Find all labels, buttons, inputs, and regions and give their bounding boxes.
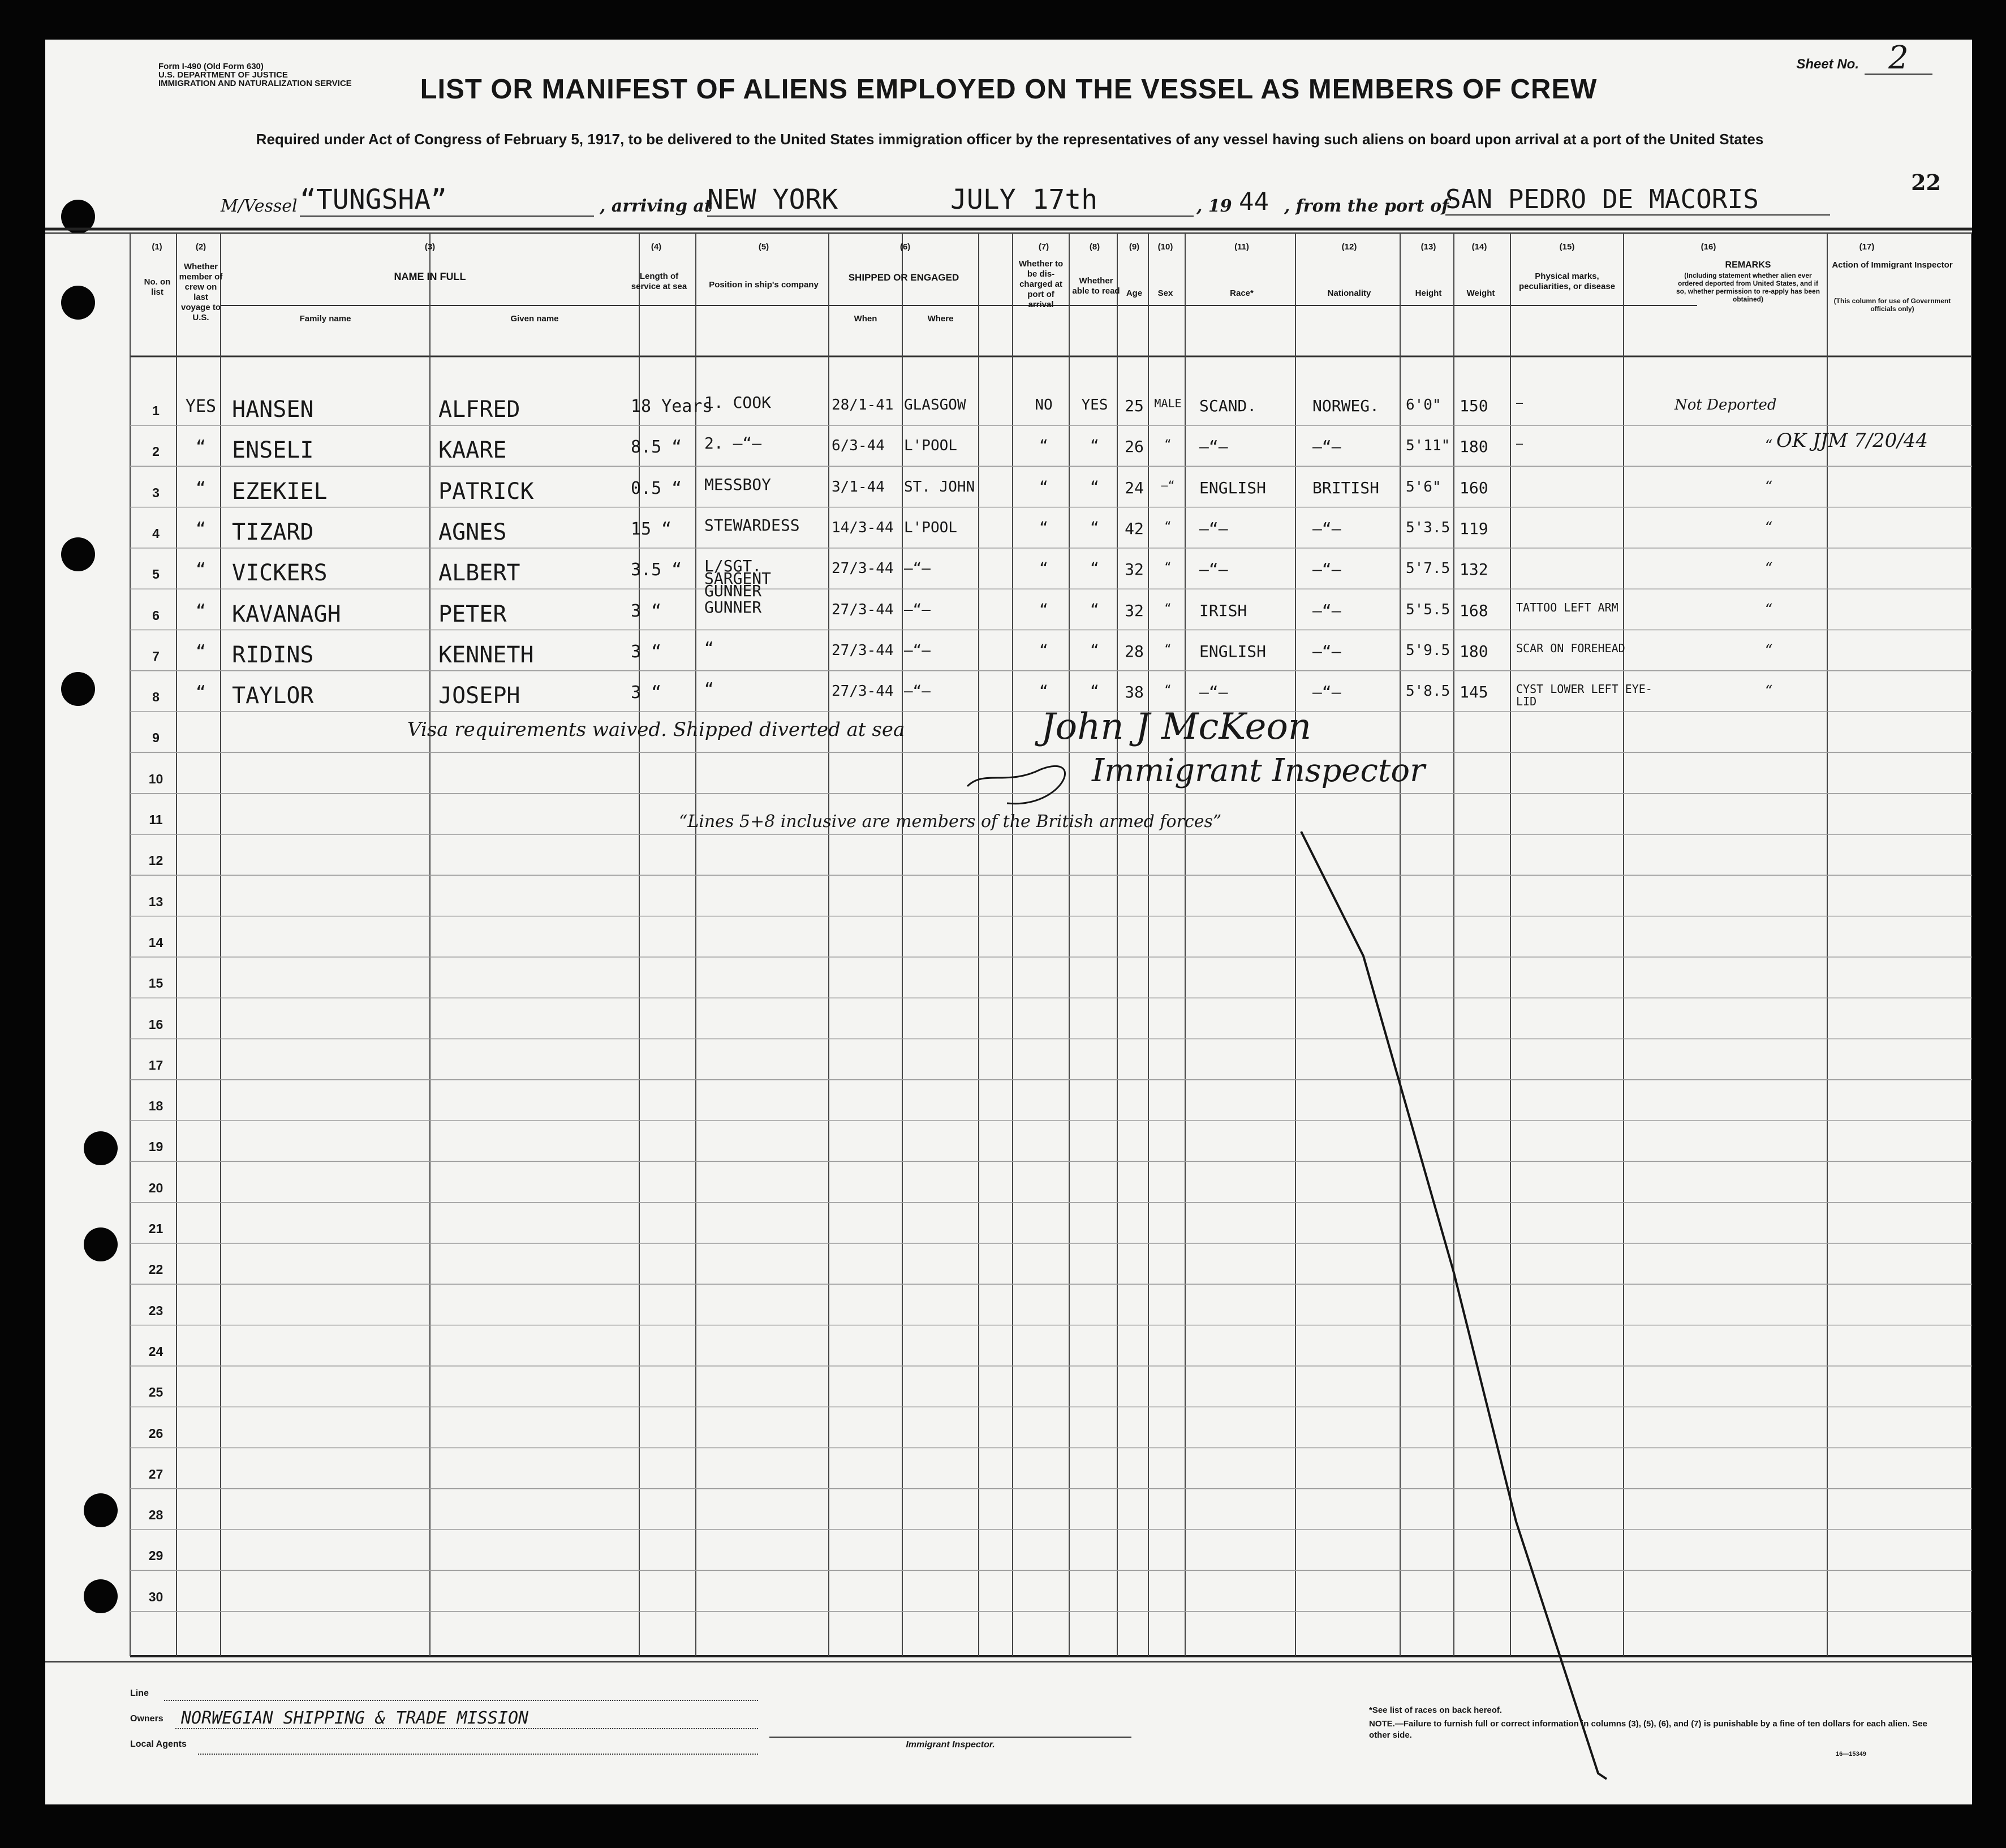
row-number: 12 xyxy=(148,853,163,868)
year-prefix: , 19 xyxy=(1196,196,1232,216)
footer-print-code: 16—15349 xyxy=(1836,1751,1866,1757)
weight: 180 xyxy=(1460,641,1488,661)
shipped-when: 14/3-44 xyxy=(832,519,894,536)
row-number: 24 xyxy=(148,1343,163,1359)
race: ENGLISH xyxy=(1199,478,1267,497)
header-physical-marks: Physical marks, peculiarities, or disease xyxy=(1518,272,1616,291)
signature-title: Immigrant Inspector xyxy=(1092,752,1425,789)
shipped-when: 27/3-44 xyxy=(832,560,894,578)
header-remarks-note: (Including statement whether alien ever ordered deported from United States, and if so, whether permission to re-apply has been obtained) xyxy=(1676,272,1820,303)
row-number: 30 xyxy=(148,1589,163,1604)
race: ENGLISH xyxy=(1199,641,1267,661)
age: 42 xyxy=(1125,519,1144,538)
form-title: LIST OR MANIFEST OF ALIENS EMPLOYED ON THE VESSEL AS MEMBERS OF CREW xyxy=(420,74,1598,105)
member-last-voyage: “ xyxy=(195,519,206,539)
row-number: 13 xyxy=(148,894,163,909)
col-number: (14) xyxy=(1471,242,1487,252)
row-number: 29 xyxy=(148,1548,163,1563)
row-number: 18 xyxy=(148,1099,163,1114)
row-number: 20 xyxy=(148,1180,163,1195)
age: 26 xyxy=(1125,437,1144,456)
col-number: (8) xyxy=(1089,242,1100,252)
inspector-signature: John J McKeon xyxy=(1041,706,1312,748)
position: 2. –“– xyxy=(704,434,762,453)
family-name: TIZARD xyxy=(232,519,314,545)
header-no-on-list: No. on list xyxy=(144,277,171,297)
length-service: 15 “ xyxy=(631,519,672,539)
col-number: (3) xyxy=(424,242,436,252)
family-name: RIDINS xyxy=(232,641,314,668)
position: GUNNER xyxy=(704,597,762,617)
race: –“– xyxy=(1199,519,1228,538)
arrival-date: JULY 17th xyxy=(950,184,1098,216)
height: 5'8.5 xyxy=(1406,683,1450,700)
col-number: (4) xyxy=(651,242,662,252)
height: 5'9.5 xyxy=(1406,641,1450,659)
nationality: BRITISH xyxy=(1312,478,1380,497)
shipped-when: 27/3-44 xyxy=(832,641,894,659)
given-name: JOSEPH xyxy=(438,683,520,709)
nationality: –“– xyxy=(1312,641,1341,661)
position: “ xyxy=(704,638,714,657)
given-name: PATRICK xyxy=(438,478,534,505)
discharged: “ xyxy=(1039,641,1048,659)
header-family-name: Family name xyxy=(299,314,351,324)
row-number: 22 xyxy=(148,1262,163,1277)
header-shipped-engaged: SHIPPED OR ENGAGED xyxy=(848,272,959,283)
position: “ xyxy=(704,679,714,699)
footer-races-note: *See list of races on back hereof. xyxy=(1369,1705,1503,1715)
family-name: KAVANAGH xyxy=(232,601,341,627)
given-name: ALFRED xyxy=(438,397,520,423)
sheet-number: 2 xyxy=(1865,40,1932,75)
sex: MALE xyxy=(1154,397,1182,410)
physical-marks: CYST LOWER LEFT EYE-LID xyxy=(1516,682,1652,709)
sheet-label: Sheet No. xyxy=(1796,57,1859,72)
row-number: 21 xyxy=(148,1221,163,1236)
header-age: Age xyxy=(1126,288,1143,298)
able-to-read: “ xyxy=(1090,641,1099,659)
col-number: (1) xyxy=(152,242,162,252)
col-number: (9) xyxy=(1129,242,1140,252)
col-number: (17) xyxy=(1859,242,1875,252)
nationality: –“– xyxy=(1312,437,1341,456)
height: 6'0" xyxy=(1406,397,1441,413)
remarks: “ xyxy=(1765,478,1773,496)
header-weight: Weight xyxy=(1466,288,1495,298)
col-number: (2) xyxy=(195,242,206,252)
footer-inspector-label: Immigrant Inspector. xyxy=(906,1740,995,1750)
footer-penalty-note: NOTE.—Failure to furnish full or correct information in columns (3), (5), (6), and (7) is punishable by a fine of ten dollars for each alien. See other side. xyxy=(1369,1719,1927,1740)
discharged: “ xyxy=(1039,560,1048,578)
height: 5'5.5 xyxy=(1406,601,1450,618)
shipped-where: ST. JOHN xyxy=(904,478,975,496)
able-to-read: “ xyxy=(1090,478,1099,496)
header-where: Where xyxy=(927,314,954,324)
weight: 168 xyxy=(1460,601,1488,620)
discharged: NO xyxy=(1035,397,1053,413)
page-number: 22 xyxy=(1911,170,1941,195)
footer-owners-value: NORWEGIAN SHIPPING & TRADE MISSION xyxy=(181,1708,529,1728)
row-number: 2 xyxy=(152,444,160,459)
discharged: “ xyxy=(1039,683,1048,700)
footer-line-field xyxy=(164,1700,758,1701)
row-number: 5 xyxy=(152,567,160,582)
row-number: 10 xyxy=(148,771,163,786)
nationality: –“– xyxy=(1312,519,1341,538)
header-nationality: Nationality xyxy=(1327,288,1371,298)
age: 25 xyxy=(1125,397,1144,415)
shipped-when: 6/3-44 xyxy=(832,437,885,455)
given-name: ALBERT xyxy=(438,560,520,587)
shipped-where: GLASGOW xyxy=(904,397,966,413)
age: 32 xyxy=(1125,560,1144,579)
length-service: 8.5 “ xyxy=(631,437,682,458)
header-able-to-read: Whether able to read xyxy=(1072,276,1120,296)
col-number: (15) xyxy=(1559,242,1575,252)
able-to-read: “ xyxy=(1090,683,1099,700)
row-number: 19 xyxy=(148,1139,163,1155)
able-to-read: YES xyxy=(1081,397,1108,413)
age: 24 xyxy=(1125,478,1144,497)
col-number: (13) xyxy=(1420,242,1436,252)
race: SCAND. xyxy=(1199,397,1257,415)
from-label: , from the port of xyxy=(1284,196,1449,216)
remarks: “ xyxy=(1765,683,1773,700)
able-to-read: “ xyxy=(1090,519,1099,536)
length-service: 3 “ xyxy=(631,601,662,621)
weight: 180 xyxy=(1460,437,1488,456)
race: IRISH xyxy=(1199,601,1247,620)
row-number: 7 xyxy=(152,648,160,664)
row-number: 17 xyxy=(148,1057,163,1072)
age: 32 xyxy=(1125,601,1144,620)
footer-owners-label: Owners xyxy=(130,1714,163,1724)
header-action-note: (This column for use of Government officials only) xyxy=(1833,297,1951,313)
col-number: (11) xyxy=(1234,242,1249,252)
weight: 150 xyxy=(1460,397,1488,415)
header-sex: Sex xyxy=(1157,288,1173,298)
row-number: 27 xyxy=(148,1466,163,1481)
sex: “ xyxy=(1164,437,1172,451)
discharged: “ xyxy=(1039,519,1048,536)
sex: “ xyxy=(1164,601,1172,615)
physical-marks: TATTOO LEFT ARM xyxy=(1516,600,1618,614)
race: –“– xyxy=(1199,683,1228,702)
header-given-name: Given name xyxy=(510,314,559,324)
physical-marks: SCAR ON FOREHEAD xyxy=(1516,641,1625,655)
weight: 132 xyxy=(1460,560,1488,579)
sex: “ xyxy=(1164,519,1172,533)
given-name: KAARE xyxy=(438,437,507,464)
shipped-where: –“– xyxy=(904,683,931,700)
length-service: 3 “ xyxy=(631,683,662,703)
age: 28 xyxy=(1125,641,1144,661)
able-to-read: “ xyxy=(1090,560,1099,578)
header-length-service: Length of service at sea xyxy=(631,272,687,291)
member-last-voyage: “ xyxy=(195,478,206,498)
table-grid xyxy=(45,40,1972,1804)
nationality: –“– xyxy=(1312,683,1341,702)
height: 5'6" xyxy=(1406,478,1441,496)
weight: 160 xyxy=(1460,478,1488,497)
vessel-prefix: M/Vessel xyxy=(221,196,298,216)
given-name: KENNETH xyxy=(438,641,534,668)
col-number: (12) xyxy=(1341,242,1357,252)
header-position: Position in ship's company xyxy=(709,280,819,290)
col-number: (5) xyxy=(758,242,769,252)
length-service: 3.5 “ xyxy=(631,560,682,580)
action: OK JJM 7/20/44 xyxy=(1776,429,1928,453)
shipped-where: –“– xyxy=(904,641,931,659)
shipped-where: –“– xyxy=(904,601,931,618)
remarks: “ xyxy=(1765,519,1773,536)
position: STEWARDESS xyxy=(704,515,800,535)
remarks: “ xyxy=(1765,641,1773,659)
member-last-voyage: YES xyxy=(185,397,217,416)
row-number: 16 xyxy=(148,1016,163,1032)
member-last-voyage: “ xyxy=(195,683,206,703)
length-service: 3 “ xyxy=(631,641,662,662)
lines-note: “Lines 5+8 inclusive are members of the British armed forces” xyxy=(679,812,1222,832)
given-name: AGNES xyxy=(438,519,507,545)
length-service: 18 Years xyxy=(631,397,713,416)
shipped-when: 27/3-44 xyxy=(832,683,894,700)
header-discharged: Whether to be dis-charged at port of arrival xyxy=(1018,259,1064,309)
col-number: (6) xyxy=(899,242,911,252)
from-port: SAN PEDRO DE MACORIS xyxy=(1445,184,1830,216)
member-last-voyage: “ xyxy=(195,641,206,662)
arriving-label: , arriving at xyxy=(600,196,712,216)
position: 1. COOK xyxy=(704,393,772,412)
family-name: ENSELI xyxy=(232,437,314,464)
sex: –“ xyxy=(1161,478,1175,492)
nationality: –“– xyxy=(1312,601,1341,620)
header-member-last-voyage: Whether member of crew on last voyage to U.S. xyxy=(179,262,223,322)
signature-flourish xyxy=(967,766,1065,803)
row-number: 28 xyxy=(148,1507,163,1523)
age: 38 xyxy=(1125,683,1144,702)
able-to-read: “ xyxy=(1090,437,1099,455)
row-number: 6 xyxy=(152,608,160,623)
row-number: 4 xyxy=(152,525,160,541)
sex: “ xyxy=(1164,560,1172,574)
footer-line-label: Line xyxy=(130,1688,149,1698)
row-number: 9 xyxy=(152,730,160,746)
remarks: “ xyxy=(1765,601,1773,618)
header-remarks: REMARKS xyxy=(1725,260,1771,270)
footer-agents-field xyxy=(198,1754,758,1755)
row-number: 26 xyxy=(148,1425,163,1441)
vessel-name: “TUNGSHA” xyxy=(300,184,594,217)
shipped-where: –“– xyxy=(904,560,931,578)
remarks: “ xyxy=(1765,437,1773,455)
height: 5'11" xyxy=(1406,437,1450,455)
able-to-read: “ xyxy=(1090,601,1099,618)
row-number: 8 xyxy=(152,690,160,705)
length-service: 0.5 “ xyxy=(631,478,682,498)
footer-agents-label: Local Agents xyxy=(130,1739,187,1749)
col-number: (10) xyxy=(1157,242,1173,252)
family-name: HANSEN xyxy=(232,397,314,423)
header-height: Height xyxy=(1415,288,1442,298)
header-when: When xyxy=(854,314,877,324)
header-race: Race* xyxy=(1230,288,1254,298)
discharged: “ xyxy=(1039,601,1048,618)
member-last-voyage: “ xyxy=(195,560,206,580)
weight: 119 xyxy=(1460,519,1488,538)
manifest-sheet xyxy=(45,40,1972,1804)
shipped-where: L'POOL xyxy=(904,437,957,455)
race: –“– xyxy=(1199,437,1228,456)
position: MESSBOY xyxy=(704,475,772,494)
member-last-voyage: “ xyxy=(195,601,206,621)
visa-note: Visa requirements waived. Shipped diverted at sea xyxy=(407,718,905,741)
row-number: 15 xyxy=(148,976,163,991)
nationality: NORWEG. xyxy=(1312,397,1380,415)
position: L/SGT. SARGENT GUNNER xyxy=(704,557,772,601)
remarks: “ xyxy=(1765,560,1773,578)
header-action: Action of Immigrant Inspector xyxy=(1832,260,1953,270)
row-number: 1 xyxy=(152,403,160,418)
remarks: Not Deported xyxy=(1674,397,1777,413)
form-id: Form I-490 (Old Form 630) U.S. DEPARTMENT OF JUSTICE IMMIGRATION AND NATURALIZATION SERVICE xyxy=(158,62,352,88)
height: 5'3.5 xyxy=(1406,519,1450,536)
physical-marks: — xyxy=(1516,396,1523,410)
header-name-in-full: NAME IN FULL xyxy=(394,271,466,282)
family-name: EZEKIEL xyxy=(232,478,328,505)
sex: “ xyxy=(1164,683,1172,697)
discharged: “ xyxy=(1039,437,1048,455)
family-name: TAYLOR xyxy=(232,683,314,709)
footer-inspector-line xyxy=(769,1737,1131,1738)
row-number: 14 xyxy=(148,934,163,950)
row-number: 3 xyxy=(152,485,160,500)
sex: “ xyxy=(1164,641,1172,656)
footer-owners-field xyxy=(175,1728,758,1729)
height: 5'7.5 xyxy=(1406,560,1450,578)
shipped-when: 3/1-44 xyxy=(832,478,885,496)
form-subtitle: Required under Act of Congress of February 5, 1917, to be delivered to the United States immigration officer by the representatives of any vessel having such aliens on board upon arrival at a port of the United States xyxy=(256,131,1764,148)
col-number: (7) xyxy=(1038,242,1049,252)
shipped-when: 28/1-41 xyxy=(832,397,894,413)
discharged: “ xyxy=(1039,478,1048,496)
member-last-voyage: “ xyxy=(195,437,206,458)
arriving-port: NEW YORK xyxy=(707,184,1194,217)
family-name: VICKERS xyxy=(232,560,328,587)
race: –“– xyxy=(1199,560,1228,579)
row-number: 11 xyxy=(149,812,163,827)
shipped-where: L'POOL xyxy=(904,519,957,536)
year-suffix: 44 xyxy=(1239,187,1269,216)
row-number: 23 xyxy=(148,1303,163,1318)
row-number: 25 xyxy=(148,1385,163,1400)
col-number: (16) xyxy=(1701,242,1716,252)
shipped-when: 27/3-44 xyxy=(832,601,894,618)
given-name: PETER xyxy=(438,601,507,627)
nationality: –“– xyxy=(1312,560,1341,579)
weight: 145 xyxy=(1460,683,1488,702)
physical-marks: — xyxy=(1516,437,1523,451)
